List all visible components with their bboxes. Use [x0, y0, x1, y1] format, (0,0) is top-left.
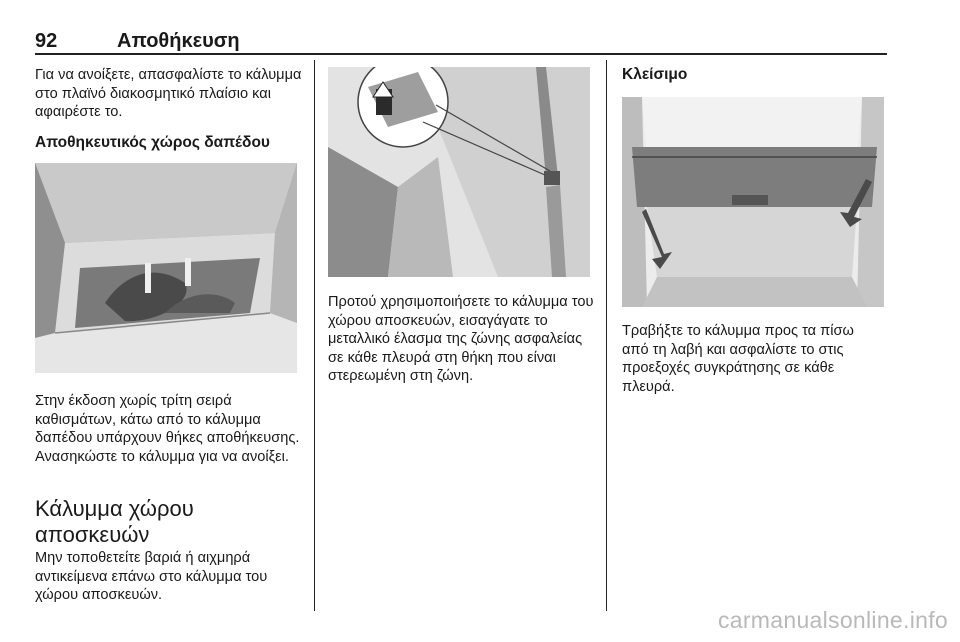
page-number: 92 [35, 30, 58, 52]
closing-heading: Κλείσιμο [622, 66, 688, 83]
page-header [35, 22, 887, 52]
cover-closing-illustration [622, 97, 884, 307]
seatbelt-instruction-text: Προτού χρησιμοποιήσετε το κάλυμμα του χώρου αποσκευών, εισαγάγατε το μεταλλικό έλασμα της ζώνης ασφαλείας σε κάθε πλευρά στη θήκη που είναι στερεωμένη στη ζώνη. [328, 294, 594, 384]
load-cover-warning-text: Μην τοποθετείτε βαριά ή αιχμηρά αντικείμενα επάνω στο κάλυμμα του χώρου αποσκευών. [35, 550, 268, 603]
watermark: carmanualsonline.info [717, 607, 948, 633]
cover-heading-wrap [35, 496, 303, 548]
load-cover-heading: Κάλυμμα χώρου αποσκευών [35, 496, 194, 547]
page-title: Αποθήκευση [117, 30, 240, 52]
closing-heading-wrap [622, 66, 882, 84]
column-1 [35, 66, 305, 122]
floor-storage-illustration [35, 163, 297, 373]
column-divider-1 [314, 60, 315, 611]
floor-storage-heading: Αποθηκευτικός χώρος δαπέδου [35, 134, 270, 151]
closing-text-wrap [622, 322, 884, 396]
closing-instruction-text: Τραβήξτε το κάλυμμα προς τα πίσω από τη λαβή και ασφαλίστε το στις προεξοχές συγκράτησης σε κάθε πλευρά. [622, 323, 854, 395]
intro-text: Για να ανοίξετε, απασφαλίστε το κάλυμμα στο πλαϊνό διακοσμητικό πλαίσιο και αφαιρέστε το. [35, 67, 302, 120]
seatbelt-holder-illustration [328, 67, 590, 277]
seatbelt-text-wrap [328, 293, 596, 386]
cover-warning-wrap [35, 549, 303, 605]
floor-storage-text: Στην έκδοση χωρίς τρίτη σειρά καθισμάτων, κάτω από το κάλυμμα δαπέδου υπάρχουν θήκες αποθήκευσης. Ανασηκώστε το κάλυμμα για να ανοίξει. [35, 393, 300, 465]
floor-storage-heading-wrap [35, 134, 310, 152]
floor-storage-text-wrap [35, 392, 303, 466]
column-divider-2 [606, 60, 607, 611]
header-rule [35, 53, 887, 55]
